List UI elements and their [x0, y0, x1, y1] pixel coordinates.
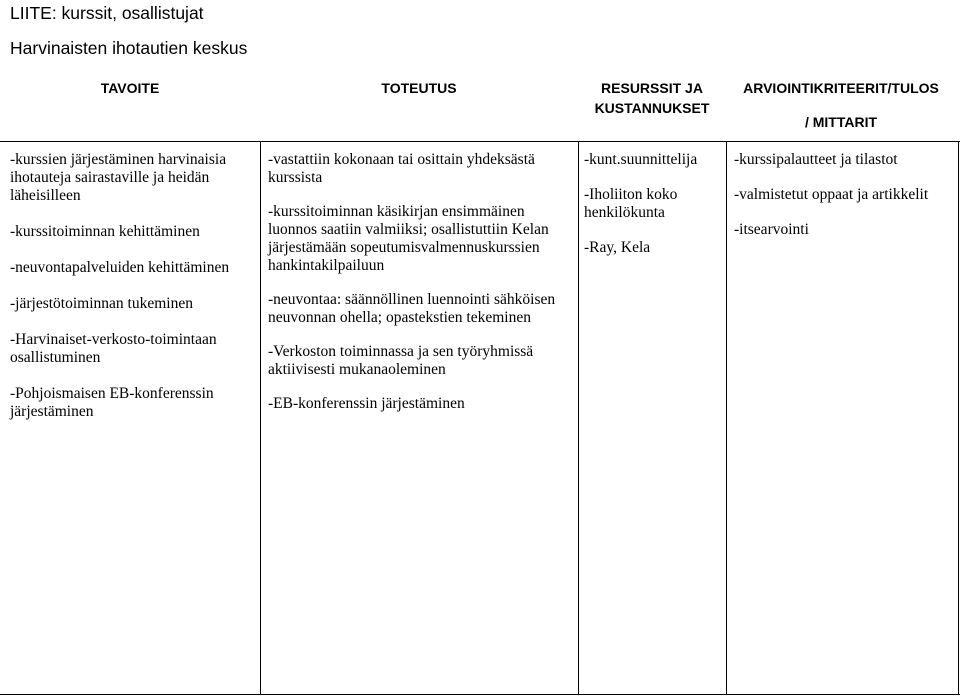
toteutus-item: -vastattiin kokonaan tai osittain yhdeksästä kurssista — [268, 151, 535, 186]
header-divider — [0, 141, 960, 142]
header-tavoite: TAVOITE — [100, 80, 160, 96]
header-resurssit — [578, 78, 726, 118]
header-resurssit-line2: KUSTANNUKSET — [594, 100, 710, 116]
header-arviointi-line2: / MITTARIT — [804, 114, 878, 130]
tavoite-item: -Harvinaiset-verkosto-toimintaan osallistuminen — [10, 331, 217, 366]
arviointi-item: -valmistetut oppaat ja artikkelit — [734, 186, 929, 203]
arviointi-item: -kurssipalautteet ja tilastot — [734, 151, 898, 168]
arviointi-cell — [734, 151, 954, 256]
resurssit-item: -kunt.suunnittelija — [584, 151, 698, 168]
tavoite-item: -neuvontapalveluiden kehittäminen — [10, 259, 230, 276]
tavoite-item: -kurssitoiminnan kehittäminen — [10, 223, 200, 240]
toteutus-cell — [268, 151, 572, 429]
toteutus-item: -Verkoston toiminnassa ja sen työryhmissä aktiivisesti mukanaoleminen — [268, 343, 534, 378]
column-divider — [260, 141, 261, 695]
tavoite-item: -Pohjoismaisen EB-konferenssin järjestäminen — [10, 385, 214, 420]
table-bottom-border — [0, 694, 960, 695]
tavoite-item: -järjestötoiminnan tukeminen — [10, 295, 193, 312]
column-divider — [958, 141, 959, 695]
toteutus-item: -EB-konferenssin järjestäminen — [268, 395, 465, 412]
tavoite-cell — [10, 151, 255, 439]
header-arviointi-line1: ARVIOINTIKRITEERIT/TULOS — [743, 80, 939, 96]
toteutus-item: -kurssitoiminnan käsikirjan ensimmäinen luonnos saatiin valmiiksi; osallistuttiin Kelan järjestämään sopeutumisvalmennuskurssien hankintakilpailuun — [268, 203, 549, 274]
arviointi-item: -itsearvointi — [734, 221, 809, 238]
resurssit-cell — [584, 151, 722, 274]
header-arviointi — [726, 78, 956, 132]
resurssit-item: -Ray, Kela — [584, 239, 651, 256]
tavoite-item: -kurssien järjestäminen harvinaisia ihotauteja sairastaville ja heidän läheisilleen — [10, 151, 227, 204]
header-toteutus: TOTEUTUS — [381, 80, 457, 96]
resurssit-item: -Iholiiton koko henkilökunta — [584, 186, 678, 221]
toteutus-item: -neuvontaa: säännöllinen luennointi sähköisen neuvonnan ohella; opastekstien tekeminen — [268, 291, 556, 326]
column-divider — [578, 141, 579, 695]
header-resurssit-line1: RESURSSIT JA — [601, 80, 703, 96]
page-subtitle: Harvinaisten ihotautien keskus — [10, 38, 248, 58]
column-divider — [726, 141, 727, 695]
page-title: LIITE: kurssit, osallistujat — [10, 3, 204, 23]
